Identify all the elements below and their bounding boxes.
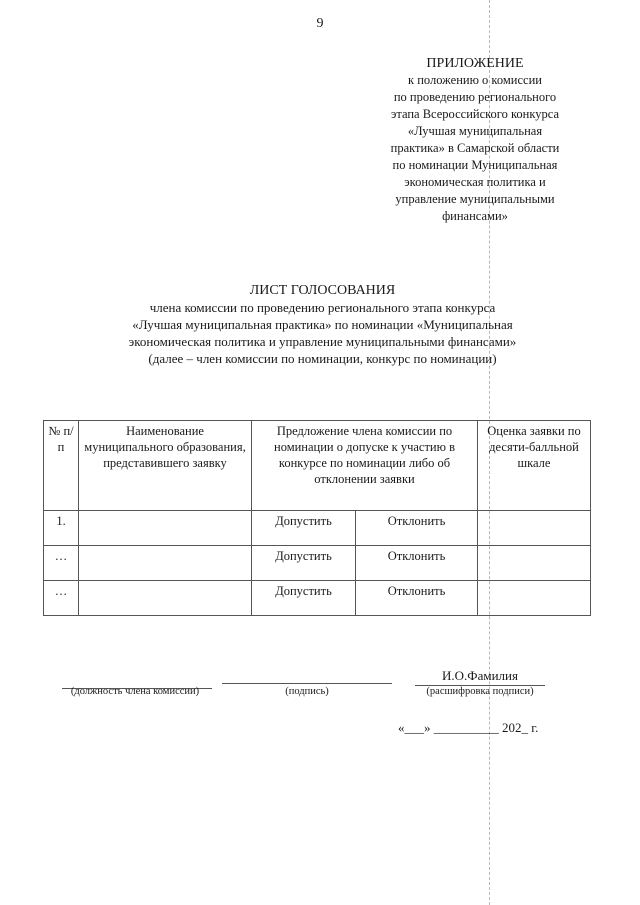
row-municipality-cell[interactable] (79, 511, 252, 546)
header-score: Оценка заявки по десяти-балльной шкале (478, 421, 591, 511)
admit-option[interactable]: Допустить (252, 511, 356, 546)
signer-name: И.О.Фамилия (442, 668, 518, 683)
appendix-line: по номинации Муниципальная (392, 158, 558, 172)
signature-caption: (подпись) (285, 686, 329, 697)
appendix-line: управление муниципальными (395, 192, 555, 206)
name-caption: (расшифровка подписи) (426, 686, 534, 697)
table-row (44, 511, 591, 546)
appendix-line: финансами» (442, 209, 508, 223)
voting-table (43, 420, 591, 616)
appendix-line: этапа Всероссийского конкурса (390, 107, 560, 121)
reject-option[interactable]: Отклонить (356, 581, 478, 616)
ballot-title: ЛИСТ ГОЛОСОВАНИЯ (249, 283, 396, 298)
reject-option[interactable]: Отклонить (356, 546, 478, 581)
ballot-subtitle-line: (далее – член комиссии по номинации, конкурс по номинации) (148, 351, 497, 366)
score-cell[interactable] (478, 546, 591, 581)
appendix-block (350, 55, 600, 225)
score-cell[interactable] (478, 581, 591, 616)
table-row (44, 581, 591, 616)
header-municipality: Наименование муниципального образования, представившего заявку (79, 421, 252, 511)
admit-option[interactable]: Допустить (252, 581, 356, 616)
score-cell[interactable] (478, 511, 591, 546)
ballot-subtitle-line: «Лучшая муниципальная практика» по номинации «Муниципальная (132, 317, 513, 332)
header-number: № п/п (44, 421, 79, 511)
date-field[interactable]: «___» __________ 202_ г. (398, 720, 539, 735)
appendix-line: экономическая политика и (404, 175, 546, 189)
appendix-line: по проведению регионального (393, 90, 557, 104)
appendix-line: «Лучшая муниципальная (407, 124, 543, 138)
ballot-title-block (40, 282, 605, 367)
appendix-line: к положению о комиссии (408, 73, 542, 87)
row-number: 1. (44, 511, 79, 546)
ballot-subtitle-line: экономическая политика и управление муниципальными финансами» (128, 334, 517, 349)
row-municipality-cell[interactable] (79, 546, 252, 581)
appendix-line: практика» в Самарской области (390, 141, 560, 155)
signature-line[interactable] (222, 683, 392, 684)
row-number: … (44, 581, 79, 616)
ballot-subtitle-line: члена комиссии по проведению регионального этапа конкурса (149, 300, 496, 315)
row-municipality-cell[interactable] (79, 581, 252, 616)
header-proposal: Предложение члена комиссии по номинации о допуске к участию в конкурсе по номинации либо об отклонении заявки (252, 421, 478, 511)
position-caption: (должность члена комиссии) (70, 686, 200, 697)
reject-option[interactable]: Отклонить (356, 511, 478, 546)
row-number: … (44, 546, 79, 581)
page-number: 9 (316, 16, 324, 31)
appendix-heading: ПРИЛОЖЕНИЕ (426, 56, 524, 71)
table-header-row (44, 421, 591, 511)
table-row (44, 546, 591, 581)
admit-option[interactable]: Допустить (252, 546, 356, 581)
